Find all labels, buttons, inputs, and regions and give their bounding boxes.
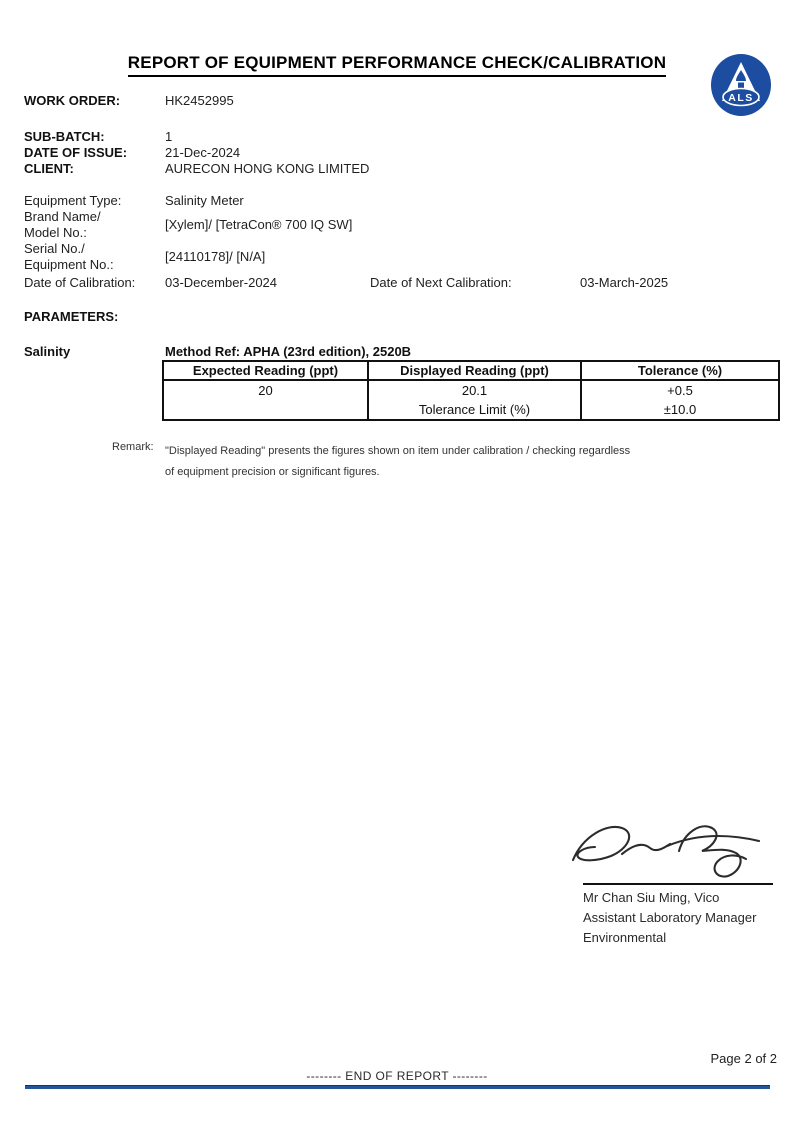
signature-line [583, 883, 773, 885]
sub-batch-value: 1 [165, 129, 173, 144]
equipment-no-label: Equipment No.: [24, 257, 114, 272]
table-header-expected: Expected Reading (ppt) [163, 361, 368, 380]
serial-equipment-row [24, 241, 265, 273]
sub-batch-row [24, 129, 172, 145]
date-of-next-calibration-value: 03-March-2025 [580, 275, 669, 290]
date-of-calibration-value: 03-December-2024 [165, 275, 278, 290]
client-value: AURECON HONG KONG LIMITED [165, 161, 370, 176]
date-of-issue-value: 21-Dec-2024 [165, 145, 241, 160]
table-cell-tolerance-limit-value: ±10.0 [581, 400, 779, 420]
client-row [24, 161, 369, 177]
brand-name-label: Brand Name/ [24, 209, 101, 224]
remark-label: Remark: [112, 441, 154, 453]
table-cell-expected-value: 20 [163, 380, 368, 400]
footer-divider-line [25, 1085, 770, 1089]
remark-line-1: "Displayed Reading" presents the figures shown on item under calibration / checking regardless [165, 445, 631, 457]
date-of-calibration-label: Date of Calibration: [24, 275, 136, 290]
model-no-label: Model No.: [24, 225, 87, 240]
date-of-issue-row [24, 145, 240, 161]
table-cell-tolerance-limit-label: Tolerance Limit (%) [368, 400, 581, 420]
date-of-next-calibration-label: Date of Next Calibration: [370, 275, 512, 290]
table-row [163, 380, 779, 400]
equipment-type-row [24, 193, 244, 209]
serial-equipment-value: [24110178]/ [N/A] [165, 249, 266, 264]
client-label: CLIENT: [24, 161, 74, 176]
signatory-title: Assistant Laboratory Manager [583, 910, 757, 925]
table-header-row [163, 361, 779, 380]
parameters-heading: PARAMETERS: [24, 309, 119, 324]
work-order-value: HK2452995 [165, 93, 234, 108]
table-cell-displayed-value: 20.1 [368, 380, 581, 400]
table-header-tolerance: Tolerance (%) [581, 361, 779, 380]
work-order-row [24, 93, 234, 109]
page-title [0, 53, 794, 77]
signatory-block [583, 888, 756, 948]
brand-model-value: [Xylem]/ [TetraCon® 700 IQ SW] [165, 217, 353, 232]
remark-block [112, 441, 630, 483]
signature-image [567, 806, 772, 882]
date-of-issue-label: DATE OF ISSUE: [24, 145, 128, 160]
table-row [163, 400, 779, 420]
parameter-name: Salinity [24, 344, 71, 359]
method-ref: Method Ref: APHA (23rd edition), 2520B [165, 344, 412, 359]
signatory-department: Environmental [583, 930, 667, 945]
table-header-displayed: Displayed Reading (ppt) [368, 361, 581, 380]
page-number: Page 2 of 2 [710, 1051, 777, 1066]
calibration-table [162, 360, 780, 421]
als-logo-icon [710, 53, 772, 117]
table-cell-tolerance-value: +0.5 [581, 380, 779, 400]
end-of-report-text: -------- END OF REPORT -------- [306, 1069, 488, 1083]
sub-batch-label: SUB-BATCH: [24, 129, 105, 144]
equipment-type-label: Equipment Type: [24, 193, 122, 208]
table-cell-empty [163, 400, 368, 420]
signatory-name: Mr Chan Siu Ming, Vico [583, 890, 720, 905]
serial-no-label: Serial No./ [24, 241, 85, 256]
calibration-dates-row [24, 275, 668, 291]
brand-model-row [24, 209, 352, 241]
page-title-text: REPORT OF EQUIPMENT PERFORMANCE CHECK/CALIBRATION [128, 53, 666, 77]
work-order-label: WORK ORDER: [24, 93, 121, 108]
equipment-type-value: Salinity Meter [165, 193, 244, 208]
remark-line-2: of equipment precision or significant figures. [165, 466, 380, 478]
als-logo-text: ALS [728, 92, 754, 104]
